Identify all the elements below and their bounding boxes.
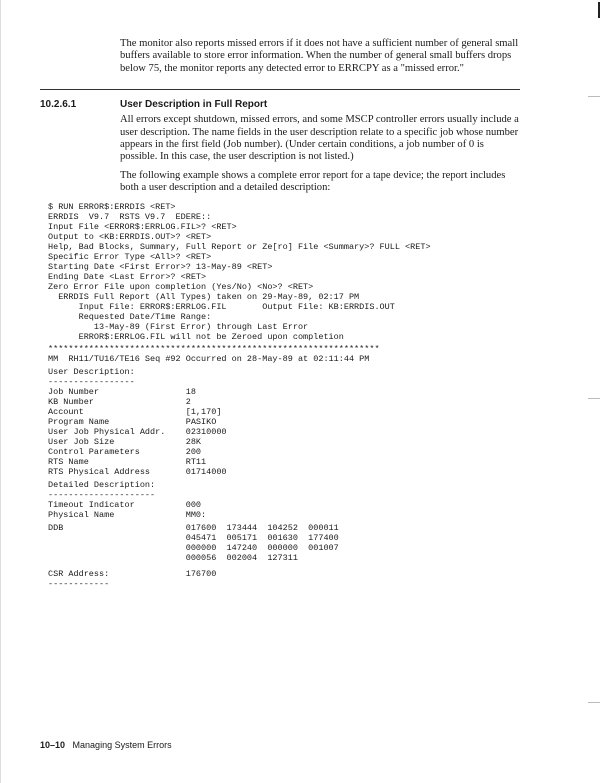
code-line: --------------------- [48,489,156,500]
user-description-block [48,367,604,477]
code-line: Detailed Description: [48,479,156,490]
code-line: RTS Physical Address 01714000 [48,466,227,477]
scan-tick [588,96,600,97]
separator-stars: ***************************************************************** [48,343,380,354]
code-line: Timeout Indicator 000 [48,499,202,510]
section-divider [40,89,520,90]
code-line: $ RUN ERROR$:ERRDIS <RET> [48,201,176,212]
code-event [48,354,604,364]
code-stars [48,344,604,354]
code-line: Help, Bad Blocks, Summary, Full Report or Ze[ro] File <Summary>? FULL <RET> [48,241,431,252]
code-line: ERRDIS Full Report (All Types) taken on 29-May-89, 02:17 PM [48,291,360,302]
code-line: ------------ [48,578,110,589]
detailed-description-block [48,480,604,520]
code-line: ERROR$:ERRLOG.FIL will not be Zeroed upon completion [48,331,344,342]
intro-paragraph: The monitor also reports missed errors if it does not have a sufficient number of general small buffers available to store error information. When the number of general small buffers drops below 75, the monitor reports any detected error to ERRCPY as a "missed error." [120,38,519,74]
body-paragraph-2: The following example shows a complete error report for a tape device; the report includes both a user description and a detailed description: [120,169,506,194]
section-heading [40,98,604,111]
code-line: Specific Error Type <All>? <RET> [48,251,212,262]
code-line: ----------------- [48,376,135,387]
code-line: Starting Date <First Error>? 13-May-89 <RET> [48,261,273,272]
code-line: 000000 147240 000000 001007 [48,542,339,553]
code-line: KB Number 2 [48,396,191,407]
code-line: ERRDIS V9.7 RSTS V9.7 EDERE:: [48,211,212,222]
code-line: Account [1,170] [48,406,222,417]
csr-block [48,569,604,589]
code-line: Program Name PASIKO [48,416,217,427]
code-line: User Description: [48,366,135,377]
code-line: RTS Name RT11 [48,456,207,467]
code-line: 045471 005171 001630 177400 [48,532,339,543]
code-line: User Job Size 28K [48,436,202,447]
code-line: Requested Date/Time Range: [48,311,212,322]
scan-tick [588,398,600,399]
code-line: 13-May-89 (First Error) through Last Error [48,321,309,332]
section-number: 10.2.6.1 [40,99,77,111]
code-line: DDB 017600 173444 104252 000011 [48,522,339,533]
code-session [48,202,604,342]
page-number: 10–10 [40,740,66,750]
scan-mark [598,2,600,18]
code-line: Physical Name MM0: [48,509,207,520]
code-line: Zero Error File upon completion (Yes/No) <No>? <RET> [48,281,314,292]
body-paragraph-1: All errors except shutdown, missed errors, and some MSCP controller errors usually include a user description. The name fields in the user description relate to a specific job whose number appears in the first field (Job number). (Under certain conditions, a job number of 0 is possible. In this case, the user description is not listed.) [120,114,519,163]
scan-tick [588,702,600,703]
ddb-block [48,523,604,563]
code-line: User Job Physical Addr. 02310000 [48,426,227,437]
code-line: Control Parameters 200 [48,446,202,457]
section-title: User Description in Full Report [120,99,268,111]
code-line: Job Number 18 [48,386,196,397]
footer-title: Managing System Errors [72,740,172,750]
code-line: Input File <ERROR$:ERRLOG.FIL>? <RET> [48,221,237,232]
event-line: MM RH11/TU16/TE16 Seq #92 Occurred on 28-May-89 at 02:11:44 PM [48,353,370,364]
page-footer [40,740,172,750]
code-line: CSR Address: 176700 [48,568,217,579]
code-line: Input File: ERROR$:ERRLOG.FIL Output File: KB:ERRDIS.OUT [48,301,395,312]
code-line: Ending Date <Last Error>? <RET> [48,271,207,282]
code-line: Output to <KB:ERRDIS.OUT>? <RET> [48,231,212,242]
code-line: 000056 002004 127311 [48,552,298,563]
